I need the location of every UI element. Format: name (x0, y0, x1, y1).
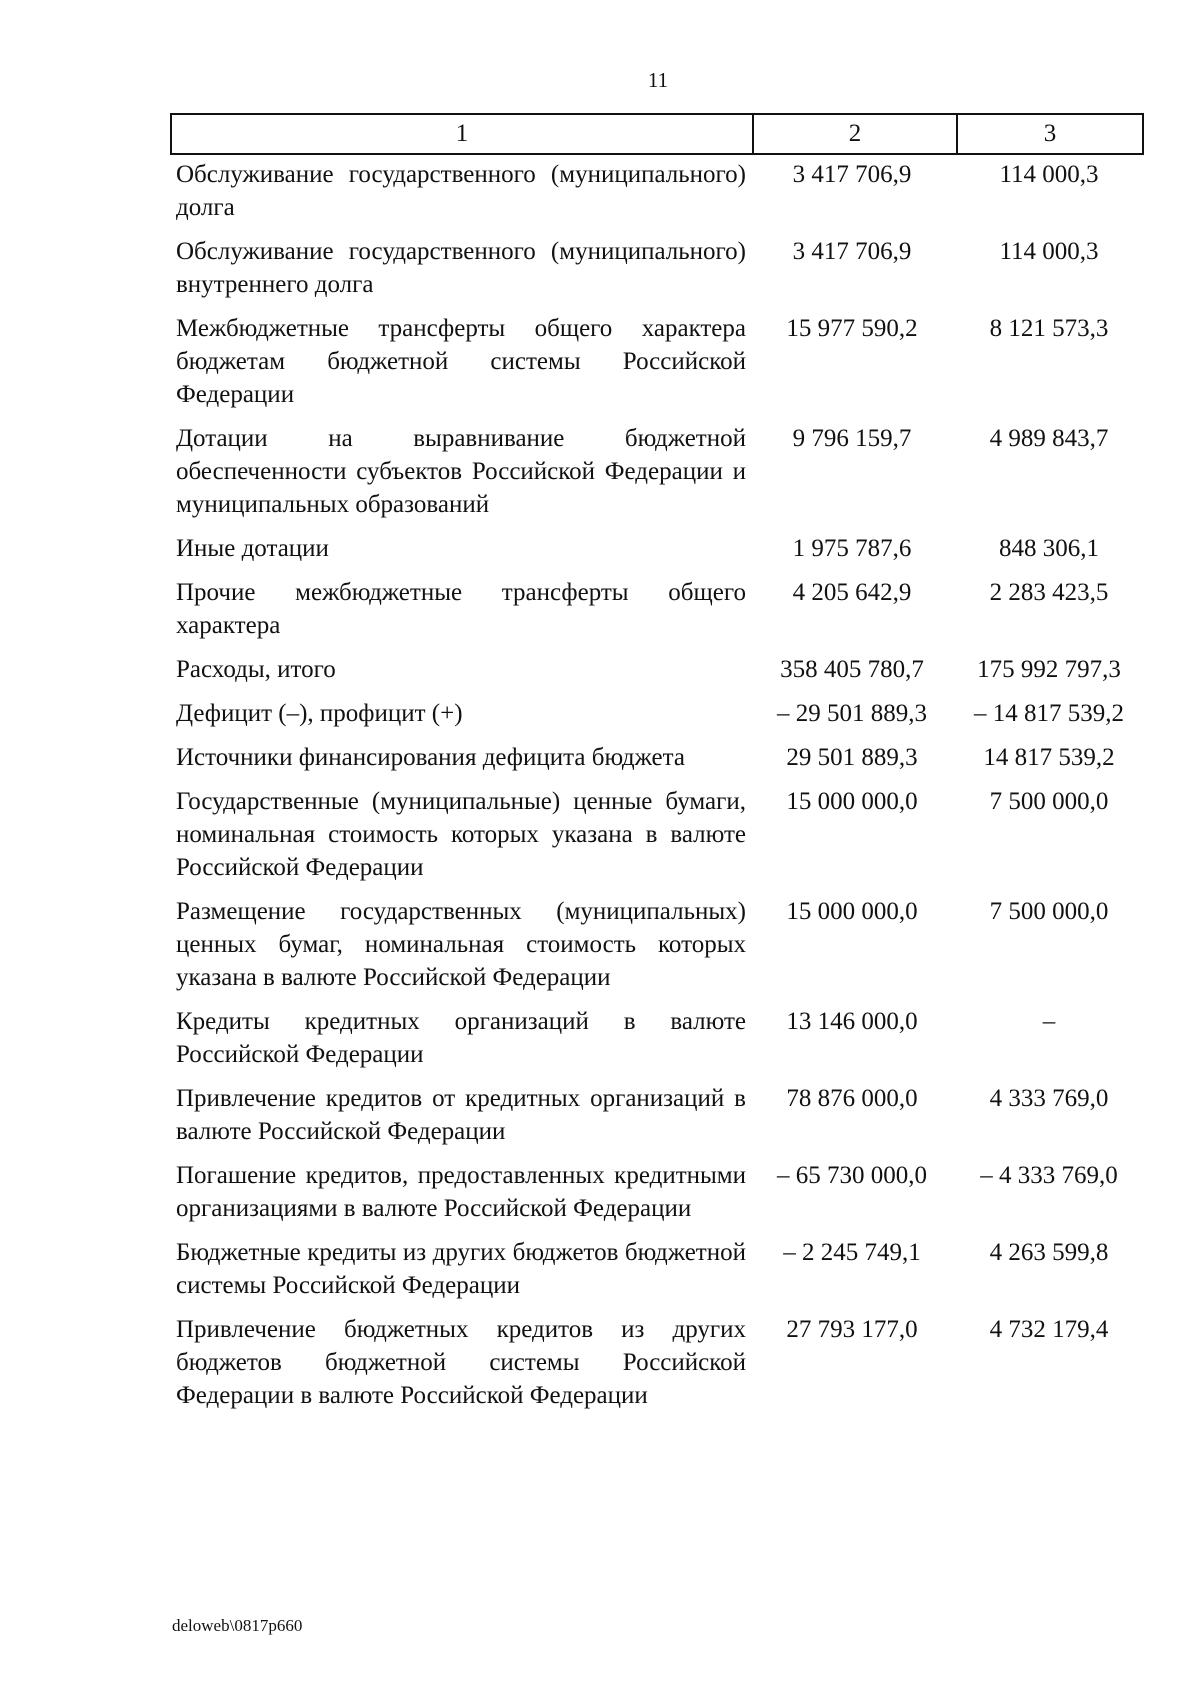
table-row (176, 235, 1146, 301)
row-value-col-3: 4 732 179,4 (989, 1316, 1109, 1343)
row-value-col-2: 15 000 000,0 (786, 788, 918, 815)
table-row (176, 895, 1146, 994)
row-value-col-3: 2 283 423,5 (989, 579, 1109, 606)
row-value-col-3: – 14 817 539,2 (974, 700, 1124, 727)
table-body (176, 158, 1146, 1423)
row-label: Привлечение бюджетных кредитов из других бюджетов бюджетной системы Российской Федерации в валюте Российской Федерации (176, 1316, 746, 1409)
table-header-col-2: 2 (754, 115, 958, 153)
table-row (176, 741, 1146, 774)
table-header-col-1: 1 (172, 115, 754, 153)
table-row (176, 422, 1146, 521)
row-value-col-2: – 29 501 889,3 (777, 700, 927, 727)
row-label: Погашение кредитов, предоставленных кредитными организациями в валюте Российской Федерации (176, 1162, 746, 1222)
row-value-col-3: 114 000,3 (999, 161, 1099, 188)
row-label: Кредиты кредитных организаций в валюте Российской Федерации (176, 1008, 746, 1068)
table-row (176, 697, 1146, 730)
row-value-col-3: 4 989 843,7 (989, 425, 1109, 452)
row-value-col-2: 3 417 706,9 (792, 161, 912, 188)
table-row (176, 576, 1146, 642)
row-label: Расходы, итого (176, 656, 336, 683)
row-label: Источники финансирования дефицита бюджета (176, 744, 685, 771)
row-value-col-2: 13 146 000,0 (786, 1008, 918, 1035)
row-label: Размещение государственных (муниципальных) ценных бумаг, номинальная стоимость которых указана в валюте Российской Федерации (176, 898, 746, 991)
row-value-col-2: 3 417 706,9 (792, 238, 912, 265)
row-label: Межбюджетные трансферты общего характера бюджетам бюджетной системы Российской Федерации (176, 315, 746, 408)
table-header-col-3: 3 (1043, 120, 1057, 147)
row-value-col-3: 114 000,3 (999, 238, 1099, 265)
table-row (176, 1005, 1146, 1071)
table-header-row (170, 113, 1144, 155)
row-value-col-2: 4 205 642,9 (792, 579, 912, 606)
row-value-col-3: 8 121 573,3 (989, 315, 1109, 342)
table-row (176, 312, 1146, 411)
row-value-col-3: – (1042, 1008, 1056, 1035)
table-row (176, 1082, 1146, 1148)
row-value-col-3: 14 817 539,2 (983, 744, 1115, 771)
table-row (176, 785, 1146, 884)
row-label: Дотации на выравнивание бюджетной обеспеченности субъектов Российской Федерации и муниципальных образований (176, 425, 746, 518)
row-label: Прочие межбюджетные трансферты общего характера (176, 579, 746, 639)
row-value-col-3: 175 992 797,3 (977, 656, 1121, 683)
row-value-col-3: 4 333 769,0 (989, 1085, 1109, 1112)
table-row (176, 1313, 1146, 1412)
row-value-col-2: 1 975 787,6 (792, 535, 912, 562)
row-value-col-3: 7 500 000,0 (989, 788, 1109, 815)
row-value-col-2: 29 501 889,3 (786, 744, 918, 771)
row-value-col-2: 27 793 177,0 (786, 1316, 918, 1343)
row-value-col-2: 15 000 000,0 (786, 898, 918, 925)
row-value-col-3: 848 306,1 (999, 535, 1099, 562)
row-label: Привлечение кредитов от кредитных организаций в валюте Российской Федерации (176, 1085, 746, 1145)
row-value-col-2: 15 977 590,2 (786, 315, 918, 342)
row-value-col-2: 78 876 000,0 (786, 1085, 918, 1112)
row-value-col-3: – 4 333 769,0 (980, 1162, 1118, 1189)
row-value-col-2: – 65 730 000,0 (777, 1162, 927, 1189)
footer-doc-id: deloweb\0817p660 (172, 1616, 303, 1635)
table-row (176, 1236, 1146, 1302)
page-number: 11 (647, 68, 669, 92)
row-value-col-2: 358 405 780,7 (780, 656, 924, 683)
table-row (176, 653, 1146, 686)
row-value-col-2: 9 796 159,7 (792, 425, 912, 452)
table-row (176, 158, 1146, 224)
row-label: Государственные (муниципальные) ценные бумаги, номинальная стоимость которых указана в валюте Российской Федерации (176, 788, 746, 881)
row-label: Дефицит (–), профицит (+) (176, 700, 463, 727)
row-value-col-2: – 2 245 749,1 (783, 1239, 921, 1266)
row-label: Обслуживание государственного (муниципального) долга (176, 161, 746, 221)
table-row (176, 1159, 1146, 1225)
row-value-col-3: 4 263 599,8 (989, 1239, 1109, 1266)
row-label: Обслуживание государственного (муниципального) внутреннего долга (176, 238, 746, 298)
table-row (176, 532, 1146, 565)
row-label: Иные дотации (176, 535, 329, 562)
row-label: Бюджетные кредиты из других бюджетов бюджетной системы Российской Федерации (176, 1239, 746, 1299)
row-value-col-3: 7 500 000,0 (989, 898, 1109, 925)
